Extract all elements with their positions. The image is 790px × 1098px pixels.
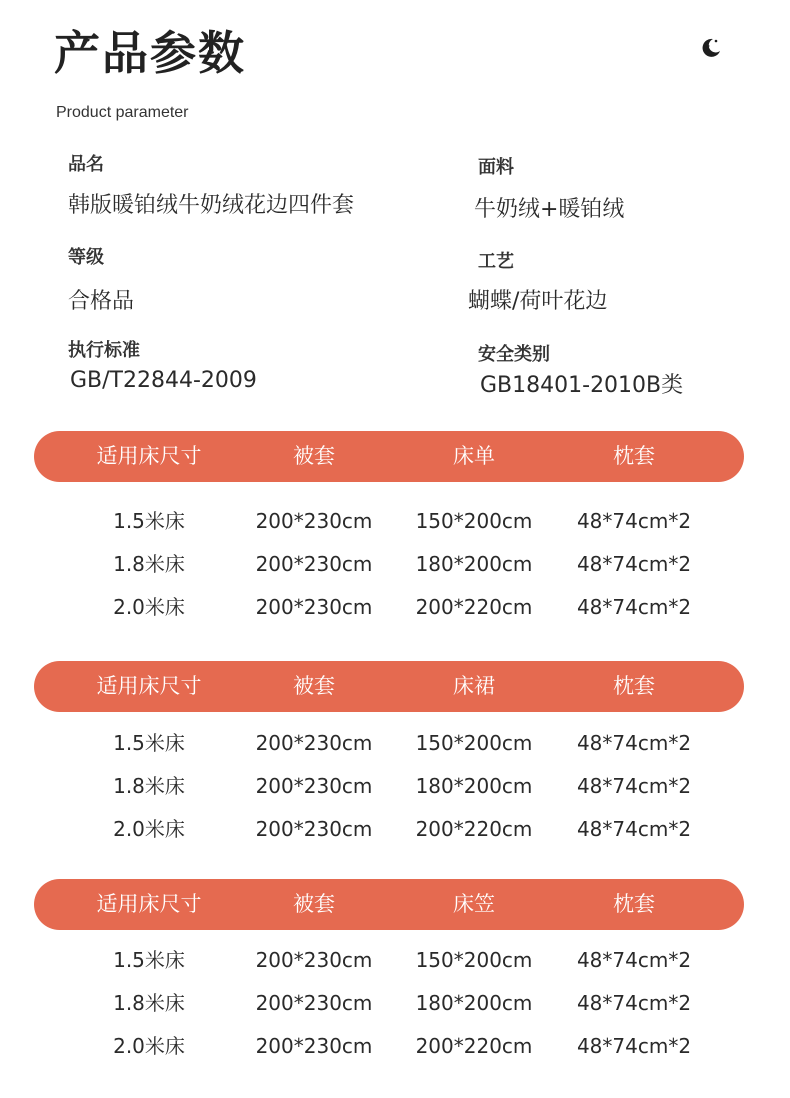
param-value-name: 韩版暖铂绒牛奶绒花边四件套	[68, 193, 355, 218]
table-cell: 180*200cm	[415, 552, 533, 576]
table-cell: 150*200cm	[415, 509, 533, 533]
table-cell: 1.8米床	[113, 552, 185, 576]
table-cell: 200*230cm	[255, 731, 373, 755]
table-cell: 180*200cm	[415, 991, 533, 1015]
table-cell: 48*74cm*2	[576, 991, 692, 1015]
table-cell: 1.8米床	[113, 991, 185, 1015]
param-label-safety: 安全类别	[478, 344, 550, 365]
table-cell: 200*230cm	[255, 774, 373, 798]
param-value-standard: GB/T22844-2009	[70, 368, 257, 393]
table-row	[34, 765, 744, 808]
column-header-bed-size: 适用床尺寸	[96, 444, 202, 468]
table-row	[34, 543, 744, 586]
param-value-craft: 蝴蝶/荷叶花边	[468, 289, 608, 314]
table-cell: 48*74cm*2	[576, 552, 692, 576]
table-cell: 1.5米床	[113, 509, 185, 533]
param-value-fabric: 牛奶绒+暖铂绒	[474, 197, 625, 222]
column-header-pillowcase: 枕套	[613, 674, 655, 698]
param-value-safety: GB18401-2010B类	[480, 373, 684, 398]
table-row	[34, 586, 744, 629]
table-row	[34, 808, 744, 851]
size-table-sheet	[34, 431, 744, 629]
table-cell: 200*230cm	[255, 817, 373, 841]
table-cell: 200*230cm	[255, 509, 373, 533]
table-cell: 200*230cm	[255, 948, 373, 972]
param-label-craft: 工艺	[478, 251, 514, 272]
size-table-bed-skirt	[34, 661, 744, 851]
table-cell: 200*230cm	[255, 1034, 373, 1058]
page-title: 产品参数	[54, 26, 246, 80]
param-value-grade: 合格品	[68, 289, 135, 314]
table-row	[34, 982, 744, 1025]
size-table-fitted-sheet	[34, 879, 744, 1068]
table-cell: 200*220cm	[415, 1034, 533, 1058]
column-header-bed-size: 适用床尺寸	[96, 892, 202, 916]
table-cell: 200*230cm	[255, 552, 373, 576]
table-cell: 48*74cm*2	[576, 595, 692, 619]
param-label-fabric: 面料	[478, 157, 514, 178]
column-header-bed-size: 适用床尺寸	[96, 674, 202, 698]
param-label-name: 品名	[68, 154, 104, 175]
table-cell: 48*74cm*2	[576, 948, 692, 972]
table-row	[34, 1025, 744, 1068]
column-header-duvet-cover: 被套	[293, 892, 335, 916]
column-header-sheet: 床单	[453, 444, 495, 468]
table-cell: 48*74cm*2	[576, 509, 692, 533]
table-row	[34, 722, 744, 765]
table-row	[34, 500, 744, 543]
table-cell: 48*74cm*2	[576, 774, 692, 798]
table-cell: 200*230cm	[255, 991, 373, 1015]
table-cell: 2.0米床	[113, 1034, 185, 1058]
table-cell: 150*200cm	[415, 731, 533, 755]
param-label-grade: 等级	[68, 247, 104, 268]
column-header-duvet-cover: 被套	[293, 444, 335, 468]
table-cell: 1.5米床	[113, 731, 185, 755]
column-header-duvet-cover: 被套	[293, 674, 335, 698]
table-header	[34, 661, 744, 712]
table-cell: 2.0米床	[113, 817, 185, 841]
column-header-pillowcase: 枕套	[613, 444, 655, 468]
table-row	[34, 939, 744, 982]
moon-stars-icon	[696, 33, 724, 61]
table-cell: 200*220cm	[415, 595, 533, 619]
table-header	[34, 431, 744, 482]
column-header-pillowcase: 枕套	[613, 892, 655, 916]
table-cell: 2.0米床	[113, 595, 185, 619]
table-cell: 48*74cm*2	[576, 1034, 692, 1058]
table-cell: 200*220cm	[415, 817, 533, 841]
page-subtitle: Product parameter	[56, 104, 189, 121]
table-cell: 200*230cm	[255, 595, 373, 619]
param-label-standard: 执行标准	[68, 340, 140, 361]
column-header-bed-skirt: 床裙	[453, 674, 495, 698]
table-cell: 48*74cm*2	[576, 817, 692, 841]
table-header	[34, 879, 744, 930]
table-cell: 1.8米床	[113, 774, 185, 798]
table-cell: 180*200cm	[415, 774, 533, 798]
table-cell: 1.5米床	[113, 948, 185, 972]
column-header-fitted-sheet: 床笠	[453, 892, 495, 916]
table-cell: 150*200cm	[415, 948, 533, 972]
table-cell: 48*74cm*2	[576, 731, 692, 755]
